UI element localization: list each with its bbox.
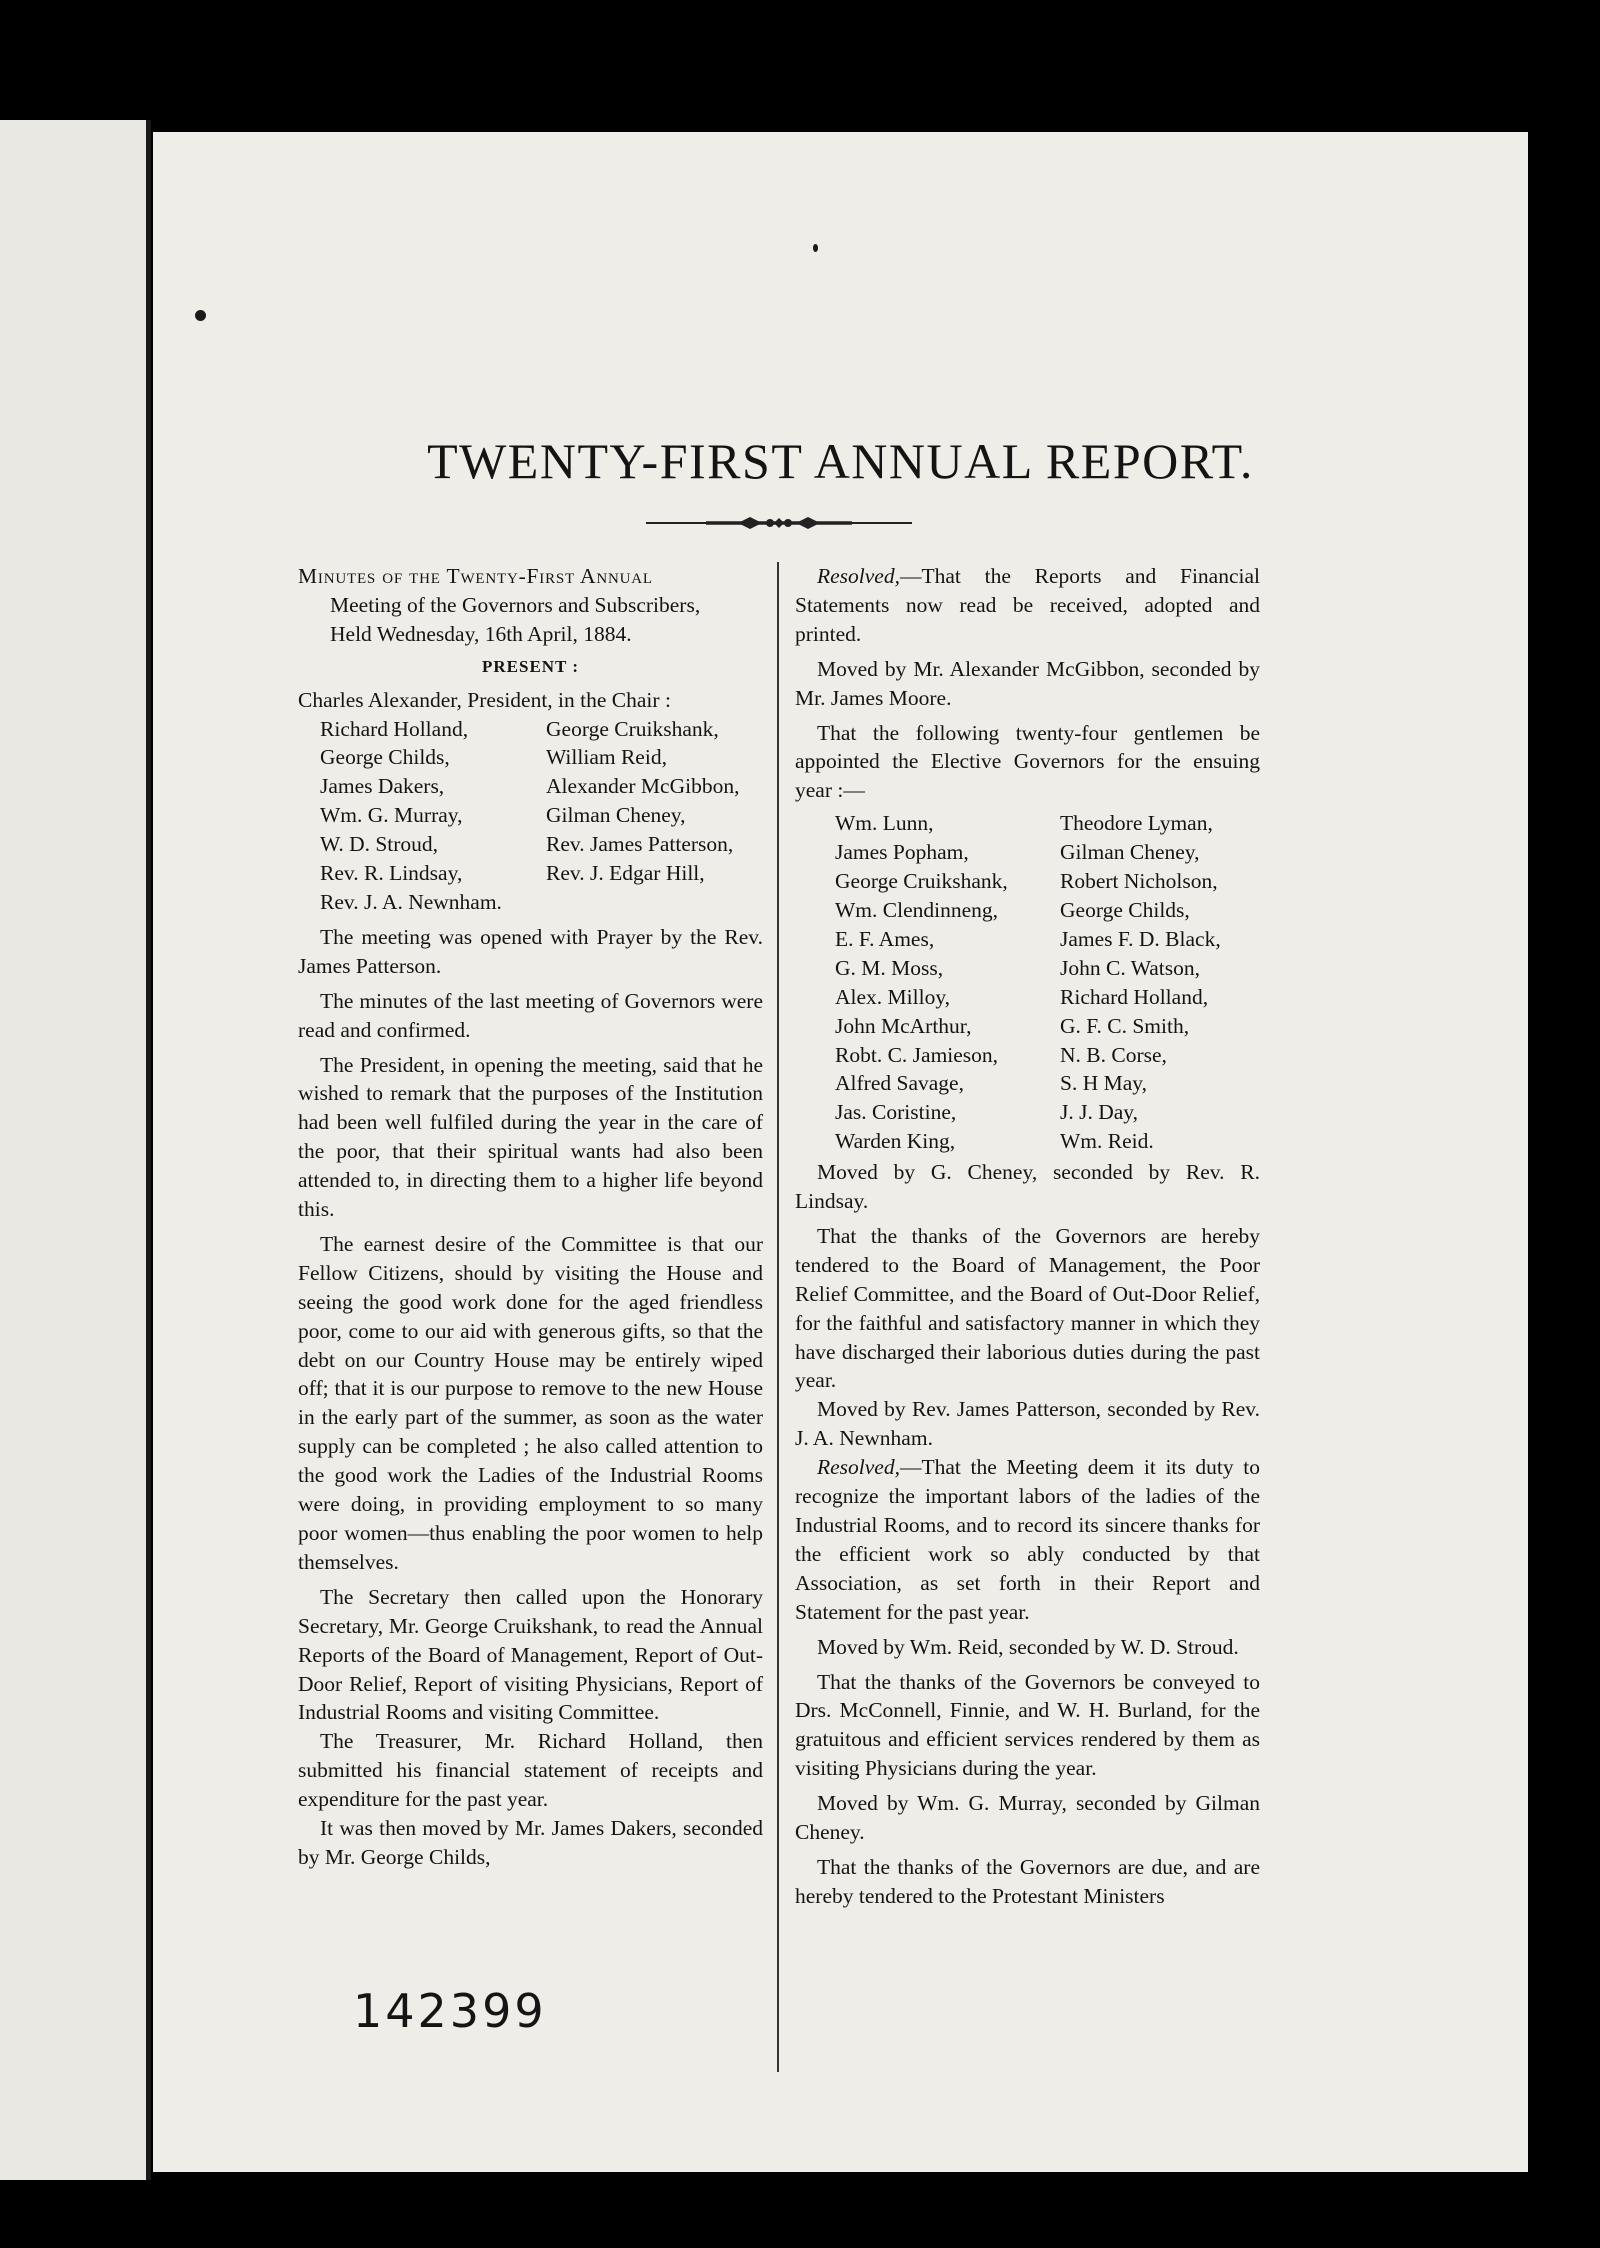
governor-name: J. J. Day, xyxy=(1060,1100,1139,1125)
motion-paragraph: Moved by Mr. Alexander McGibbon, seconded by Mr. James Moore. xyxy=(795,656,1260,710)
present-name: Rev. James Patterson, xyxy=(546,832,734,857)
paragraph: The meeting was opened with Prayer by the Rev. James Patterson. xyxy=(298,924,763,978)
governor-name: Wm. Lunn, xyxy=(835,811,934,836)
governor-name: Gilman Cheney, xyxy=(1060,840,1200,865)
governor-name: Warden King, xyxy=(835,1129,956,1154)
motion-paragraph: Moved by Wm. Reid, seconded by W. D. Stroud. xyxy=(817,1634,1239,1659)
minutes-heading-line: Minutes of the Twenty-First Annual xyxy=(298,564,653,588)
governor-name: James F. D. Black, xyxy=(1060,926,1221,951)
present-name: William Reid, xyxy=(546,745,667,770)
governor-name: James Popham, xyxy=(835,840,969,865)
paragraph: The Secretary then called upon the Honorary Secretary, Mr. George Cruikshank, to read the Annual Reports of the Board of Management, Report of Out-Door Relief, Report of visiting Physicians, Report of Industrial Rooms and visiting Committee. xyxy=(298,1584,763,1725)
present-name: Rev. J. Edgar Hill, xyxy=(546,861,705,886)
thanks-paragraph: That the thanks of the Governors are hereby tendered to the Board of Management, the Poor Relief Committee, and the Board of Out-Door Relief, for the faithful and satisfactory manner in which they have discharged their laborious duties during the past year. xyxy=(795,1223,1260,1393)
present-name: W. D. Stroud, xyxy=(320,832,439,857)
resolution-paragraph xyxy=(795,1453,1260,1626)
present-names-list xyxy=(298,715,763,917)
governor-name: George Childs, xyxy=(1060,897,1190,922)
governor-name: E. F. Ames, xyxy=(835,926,935,951)
column-divider xyxy=(777,562,779,2072)
present-name: James Dakers, xyxy=(320,774,445,799)
handwritten-catalog-number: 142399 xyxy=(353,1984,547,2038)
resolved-label: Resolved, xyxy=(817,1455,900,1480)
left-column xyxy=(298,562,763,1872)
present-name: Rev. J. A. Newnham. xyxy=(320,889,502,914)
paragraph: The Treasurer, Mr. Richard Holland, then submitted his financial statement of receipts and expenditure for the past year. xyxy=(298,1729,763,1812)
governor-name: S. H May, xyxy=(1060,1071,1147,1096)
report-title: TWENTY-FIRST ANNUAL REPORT. xyxy=(427,433,1254,489)
right-column xyxy=(795,562,1260,1911)
governor-name: Alfred Savage, xyxy=(835,1071,964,1096)
title-ornament xyxy=(646,514,912,532)
minutes-heading-line: Meeting of the Governors and Subscribers, xyxy=(330,592,701,617)
governor-name: Jas. Coristine, xyxy=(835,1100,957,1125)
speck xyxy=(813,244,818,252)
chair-line: Charles Alexander, President, in the Chair : xyxy=(298,687,671,712)
paragraph: The President, in opening the meeting, said that he wished to remark that the purposes of the Institution had been well fulfiled during the year in the care of the poor, that their spiritual wants had also been attended to, in directing them to a higher life beyond this. xyxy=(298,1052,763,1222)
present-name: Gilman Cheney, xyxy=(546,803,686,828)
appointment-paragraph: That the following twenty-four gentlemen be appointed the Elective Governors for the ensuing year :— xyxy=(795,720,1260,803)
paragraph: The earnest desire of the Committee is that our Fellow Citizens, should by visiting the House and seeing the good work done for the aged friendless poor, come to our aid with generous gifts, so that the debt on our Country House may be entirely wiped off; that it is our purpose to remove to the new House in the early part of the summer, as soon as the water supply can be completed ; he also called attention to the good work the Ladies of the Industrial Rooms were doing, in providing employment to so many poor women—thus enabling the poor women to help themselves. xyxy=(298,1231,763,1574)
governor-name: N. B. Corse, xyxy=(1060,1042,1167,1067)
resolution-text: —That the Meeting deem it its duty to recognize the important labors of the ladies of the Industrial Rooms, and to record its sincere thanks for the efficient work so ably conducted by that Association, as set forth in their Report and Statement for the past year. xyxy=(795,1455,1260,1624)
present-name: George Childs, xyxy=(320,745,450,770)
governor-name: Alex. Milloy, xyxy=(835,984,951,1009)
facing-page-edge xyxy=(0,120,150,2180)
governor-name: Wm. Reid. xyxy=(1060,1129,1154,1154)
paragraph: It was then moved by Mr. James Dakers, seconded by Mr. George Childs, xyxy=(298,1816,763,1869)
governor-name: John C. Watson, xyxy=(1060,955,1201,980)
minutes-heading-line: Held Wednesday, 16th April, 1884. xyxy=(330,621,632,646)
present-label: PRESENT : xyxy=(481,656,579,676)
document-page xyxy=(153,132,1528,2172)
speck xyxy=(195,310,206,321)
present-name xyxy=(546,888,763,917)
thanks-paragraph: That the thanks of the Governors be conveyed to Drs. McConnell, Finnie, and W. H. Burland, for the gratuitous and efficient services rendered by them as visiting Physicians during the year. xyxy=(795,1669,1260,1781)
governor-name: Theodore Lyman, xyxy=(1060,811,1213,836)
motion-paragraph: Moved by Rev. James Patterson, seconded by Rev. J. A. Newnham. xyxy=(795,1397,1260,1451)
thanks-paragraph: That the thanks of the Governors are due, and are hereby tendered to the Protestant Ministers xyxy=(795,1854,1260,1908)
governor-name: Wm. Clendinneng, xyxy=(835,897,999,922)
motion-paragraph: Moved by Wm. G. Murray, seconded by Gilman Cheney. xyxy=(795,1791,1260,1845)
present-name: Alexander McGibbon, xyxy=(546,774,740,799)
resolution-text: —That the Reports and Financial Statements now read be received, adopted and printed. xyxy=(795,564,1260,646)
present-name: Wm. G. Murray, xyxy=(320,803,463,828)
governor-name: Richard Holland, xyxy=(1060,984,1209,1009)
governor-name: Robert Nicholson, xyxy=(1060,869,1218,894)
resolution-paragraph xyxy=(795,562,1260,649)
present-name: George Cruikshank, xyxy=(546,716,719,741)
governors-list xyxy=(795,809,1260,1156)
governor-name: G. F. C. Smith, xyxy=(1060,1013,1190,1038)
governor-name: Robt. C. Jamieson, xyxy=(835,1042,999,1067)
present-name: Richard Holland, xyxy=(320,716,469,741)
page-gutter xyxy=(146,120,151,2180)
governor-name: John McArthur, xyxy=(835,1013,972,1038)
governor-name: G. M. Moss, xyxy=(835,955,944,980)
governor-name: George Cruikshank, xyxy=(835,869,1008,894)
motion-paragraph: Moved by G. Cheney, seconded by Rev. R. Lindsay. xyxy=(795,1160,1260,1214)
resolved-label: Resolved, xyxy=(817,564,900,588)
paragraph: The minutes of the last meeting of Governors were read and confirmed. xyxy=(298,988,763,1042)
present-name: Rev. R. Lindsay, xyxy=(320,861,463,886)
